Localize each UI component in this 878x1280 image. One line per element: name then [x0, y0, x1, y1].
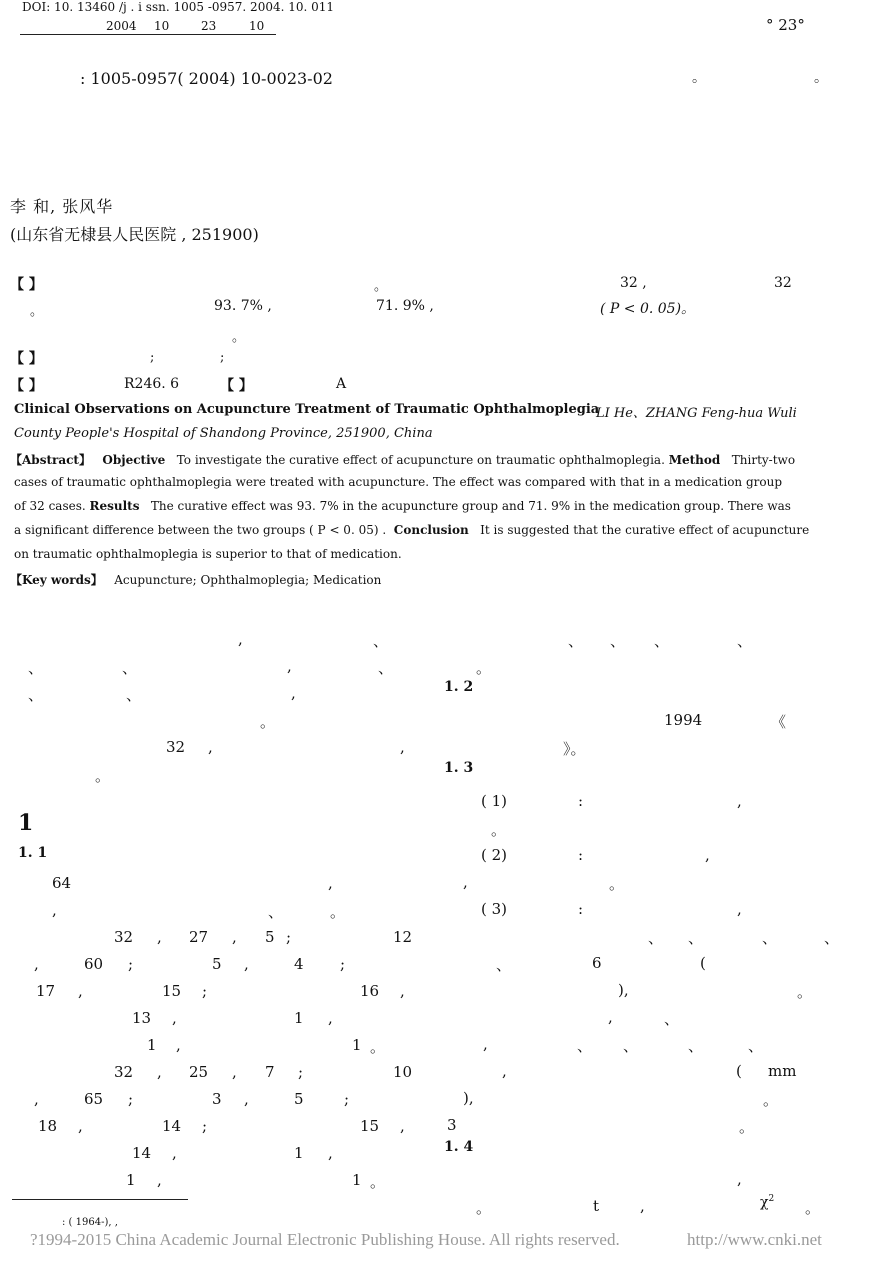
abstract-rate-2: 71. 9% ,	[376, 298, 434, 314]
body-right-fragment: 、	[577, 1037, 593, 1055]
abstract-label: 【Abstract】	[10, 453, 91, 467]
body-right-fragment: ,	[737, 792, 742, 810]
body-right-fragment: ,	[608, 1008, 613, 1026]
body-right-fragment: (	[736, 1062, 742, 1080]
body-left-fragment: 、	[126, 686, 142, 704]
section-heading-1-1: 1. 1	[18, 845, 48, 861]
cnki-url: http://www.cnki.net	[687, 1230, 822, 1249]
body-left-fragment: ,	[291, 684, 296, 702]
body-left-fragment: ,	[287, 657, 292, 675]
body-left-fragment: 32	[114, 1063, 134, 1081]
body-right-fragment: 、	[496, 956, 512, 974]
body-left-fragment: ,	[400, 738, 405, 756]
body-left-fragment: 4	[294, 955, 304, 973]
body-left-fragment: ;	[202, 982, 208, 1000]
keywords-sep-1: ;	[150, 350, 155, 365]
body-left-fragment: ,	[244, 955, 249, 973]
results-text: The curative effect was 93. 7% in the acupuncture group and 71. 9% in the medication group. There was	[150, 499, 791, 513]
header-mark-b: 。	[814, 70, 828, 86]
body-right-fragment: 3	[447, 1116, 457, 1134]
abstract-period-2: 。	[30, 304, 44, 319]
body-left-fragment: ,	[172, 1144, 177, 1162]
english-authors: LI He、ZHANG Feng-hua Wuli	[596, 406, 797, 421]
classification-bracket: 【 】	[10, 378, 43, 394]
english-title: Clinical Observations on Acupuncture Treatment of Traumatic Ophthalmoplegia	[14, 402, 600, 417]
body-left-fragment: 15	[162, 982, 182, 1000]
body-left-fragment: ,	[232, 1063, 237, 1081]
keywords-bracket: 【 】	[10, 351, 43, 367]
body-left-fragment: ,	[400, 1117, 405, 1135]
body-left-fragment: 1	[147, 1036, 157, 1054]
body-left-fragment: 、	[28, 659, 44, 677]
body-left-fragment: ,	[78, 982, 83, 1000]
body-right-fragment: 、	[610, 632, 626, 650]
body-left-fragment: ,	[52, 901, 57, 919]
body-right-fragment: 。	[763, 1091, 779, 1109]
body-left-fragment: 25	[189, 1063, 209, 1081]
section-heading-1-4: 1. 4	[444, 1139, 474, 1155]
results-label: Results	[89, 499, 140, 513]
results-text-end: a significant difference between the two groups ( P < 0. 05) .	[14, 523, 387, 537]
body-right-fragment: ),	[618, 981, 629, 999]
english-abstract-line-5: on traumatic ophthalmoplegia is superior to that of medication.	[14, 547, 402, 561]
body-left-fragment: ,	[172, 1009, 177, 1027]
body-left-fragment: 12	[393, 928, 413, 946]
body-left-fragment: 17	[36, 982, 56, 1000]
author-affiliation: (山东省无棣县人民医院 , 251900)	[10, 225, 259, 244]
body-left-fragment: 60	[84, 955, 104, 973]
body-right-fragment: ( 3)	[481, 900, 508, 918]
body-right-fragment: (	[700, 954, 706, 972]
body-left-fragment: ;	[128, 955, 134, 973]
method-text-start: Thirty-two	[731, 453, 796, 467]
keywords-text: Acupuncture; Ophthalmoplegia; Medication	[114, 573, 382, 587]
body-left-fragment: 。	[95, 767, 111, 785]
body-right-fragment: 、	[748, 1037, 764, 1055]
body-right-fragment: 、	[623, 1037, 639, 1055]
body-left-fragment: ,	[34, 955, 39, 973]
article-number: : 1005-0957( 2004) 10-0023-02	[80, 69, 333, 88]
section-heading-1: 1	[18, 810, 34, 836]
body-left-fragment: ,	[78, 1117, 83, 1135]
body-right-fragment: ( 1)	[481, 792, 508, 810]
body-right-fragment: 。	[476, 1199, 492, 1217]
body-left-fragment: ,	[238, 630, 243, 648]
body-right-fragment: :	[578, 792, 584, 810]
abstract-count-1: 32 ,	[620, 275, 647, 291]
body-right-fragment: ,	[737, 900, 742, 918]
chi-symbol: χ	[760, 1194, 769, 1211]
body-left-fragment: 。	[370, 1173, 386, 1191]
abstract-rate-1: 93. 7% ,	[214, 298, 272, 314]
body-left-fragment: 。	[370, 1038, 386, 1056]
method-text-end: of 32 cases.	[14, 499, 86, 513]
body-left-fragment: 5	[212, 955, 222, 973]
abstract-p-value: ( P < 0. 05)。	[600, 301, 696, 317]
body-left-fragment: 18	[38, 1117, 58, 1135]
body-left-fragment: 1	[352, 1036, 362, 1054]
body-left-fragment: 。	[260, 713, 276, 731]
body-right-fragment: 。	[739, 1118, 755, 1136]
body-left-fragment: ,	[34, 1090, 39, 1108]
body-left-fragment: 1	[352, 1171, 362, 1189]
section-heading-1-2: 1. 2	[444, 679, 474, 695]
body-left-fragment: 5	[294, 1090, 304, 1108]
body-right-fragment: 、	[568, 632, 584, 650]
body-left-fragment: 15	[360, 1117, 380, 1135]
objective-label: Objective	[102, 453, 166, 467]
english-keywords	[10, 571, 381, 588]
body-right-fragment: ,	[640, 1197, 645, 1215]
english-affiliation: County People's Hospital of Shandong Province, 251900, China	[14, 426, 433, 441]
body-right-fragment: 、	[824, 929, 840, 947]
chi-superscript: 2	[768, 1194, 775, 1204]
body-left-fragment: 5	[265, 928, 275, 946]
body-right-fragment: ,	[483, 1035, 488, 1053]
body-left-fragment: 32	[166, 738, 186, 756]
body-right-fragment: 。	[797, 983, 813, 1001]
section-heading-1-3: 1. 3	[444, 760, 474, 776]
body-left-fragment: ,	[157, 1063, 162, 1081]
body-left-fragment: 3	[212, 1090, 222, 1108]
body-right-fragment: 。	[491, 821, 507, 839]
body-right-fragment: :	[578, 846, 584, 864]
body-left-fragment: 10	[393, 1063, 413, 1081]
body-left-fragment: 64	[52, 874, 72, 892]
abstract-bracket: 【 】	[10, 277, 43, 293]
body-left-fragment: ,	[328, 874, 333, 892]
abstract-count-2: 32	[774, 275, 792, 291]
body-left-fragment: ;	[298, 1063, 304, 1081]
body-left-fragment: ,	[328, 1144, 333, 1162]
classification-number: R246. 6	[124, 376, 180, 392]
header-mark-a: 。	[692, 70, 706, 86]
doi-line: DOI: 10. 13460 /j . i ssn. 1005 -0957. 2004. 10. 011	[22, 0, 335, 14]
issue-month: 10	[154, 19, 170, 33]
abstract-period-3: 。	[232, 330, 246, 345]
body-right-fragment: 、	[688, 929, 704, 947]
body-left-fragment: ,	[244, 1090, 249, 1108]
body-left-fragment: 16	[360, 982, 380, 1000]
english-abstract-line-4	[14, 523, 809, 537]
copyright-notice: ?1994-2015 China Academic Journal Electronic Publishing House. All rights reserved.	[30, 1230, 620, 1249]
body-left-fragment: ;	[286, 928, 292, 946]
english-abstract-line-3	[14, 499, 791, 513]
body-left-fragment: ,	[157, 928, 162, 946]
body-right-fragment: 。	[476, 659, 492, 677]
body-right-fragment: ),	[463, 1089, 474, 1107]
english-abstract-line-2: cases of traumatic ophthalmoplegia were treated with acupuncture. The effect was compared with that in a medication group	[14, 475, 783, 489]
body-left-fragment: ,	[208, 738, 213, 756]
body-right-fragment: 《	[771, 713, 787, 731]
body-right-fragment: 、	[654, 632, 670, 650]
body-right-fragment: 。	[805, 1199, 821, 1217]
body-left-fragment: ,	[176, 1036, 181, 1054]
body-right-fragment: ,	[502, 1062, 507, 1080]
body-left-fragment: 65	[84, 1090, 104, 1108]
body-right-fragment: ,	[463, 873, 468, 891]
body-left-fragment: 、	[122, 659, 138, 677]
body-left-fragment: 1	[294, 1009, 304, 1027]
conclusion-label: Conclusion	[393, 523, 469, 537]
body-right-fragment: 、	[737, 632, 753, 650]
header-rule	[20, 34, 276, 35]
issue-year: 2004	[106, 19, 137, 33]
page-number: ° 23°	[766, 16, 805, 34]
keywords-sep-2: ;	[220, 350, 225, 365]
body-right-fragment: ,	[705, 846, 710, 864]
document-code-bracket: 【 】	[220, 378, 253, 394]
keywords-label: 【Key words】	[10, 573, 103, 587]
body-left-fragment: ,	[328, 1009, 333, 1027]
body-left-fragment: ,	[232, 928, 237, 946]
body-left-fragment: 7	[265, 1063, 275, 1081]
body-left-fragment: 14	[162, 1117, 182, 1135]
body-right-fragment: :	[578, 900, 584, 918]
body-left-fragment: 、	[373, 632, 389, 650]
body-left-fragment: ,	[157, 1171, 162, 1189]
body-left-fragment: 1	[294, 1144, 304, 1162]
footnote-text: : ( 1964-), ,	[62, 1217, 118, 1228]
body-left-fragment: ;	[202, 1117, 208, 1135]
body-right-fragment: 。	[609, 875, 625, 893]
body-right-fragment: 6	[592, 954, 602, 972]
body-right-fragment: 、	[688, 1037, 704, 1055]
body-right-fragment: 》。	[563, 740, 586, 758]
abstract-period-1: 。	[374, 279, 388, 294]
body-left-fragment: 13	[132, 1009, 152, 1027]
document-code: A	[336, 376, 347, 392]
author-names: 李 和, 张风华	[10, 197, 114, 216]
body-right-fragment: 、	[648, 929, 664, 947]
body-right-fragment: t	[593, 1197, 600, 1215]
issue-number: 10	[249, 19, 265, 33]
body-left-fragment: 1	[126, 1171, 136, 1189]
body-left-fragment: ,	[400, 982, 405, 1000]
body-right-fragment: 、	[664, 1010, 680, 1028]
body-left-fragment: 、	[268, 903, 284, 921]
body-right-fragment: 、	[762, 929, 778, 947]
body-left-fragment: ;	[340, 955, 346, 973]
objective-text: To investigate the curative effect of acupuncture on traumatic ophthalmoplegia.	[176, 453, 665, 467]
footnote-rule	[12, 1199, 188, 1200]
body-left-fragment: ;	[344, 1090, 350, 1108]
body-left-fragment: 14	[132, 1144, 152, 1162]
chi-square-symbol	[760, 1194, 774, 1211]
body-left-fragment: 。	[330, 903, 346, 921]
body-left-fragment: 、	[28, 686, 44, 704]
body-left-fragment: 32	[114, 928, 134, 946]
body-right-fragment: 1994	[664, 711, 703, 729]
method-label: Method	[668, 453, 721, 467]
conclusion-text: It is suggested that the curative effect of acupuncture	[480, 523, 810, 537]
body-right-fragment: mm	[768, 1062, 797, 1080]
english-abstract-line-1	[10, 451, 795, 468]
body-left-fragment: 27	[189, 928, 209, 946]
body-right-fragment: ,	[737, 1170, 742, 1188]
body-left-fragment: ;	[128, 1090, 134, 1108]
body-right-fragment: ( 2)	[481, 846, 508, 864]
body-left-fragment: 、	[378, 659, 394, 677]
issue-volume: 23	[201, 19, 217, 33]
